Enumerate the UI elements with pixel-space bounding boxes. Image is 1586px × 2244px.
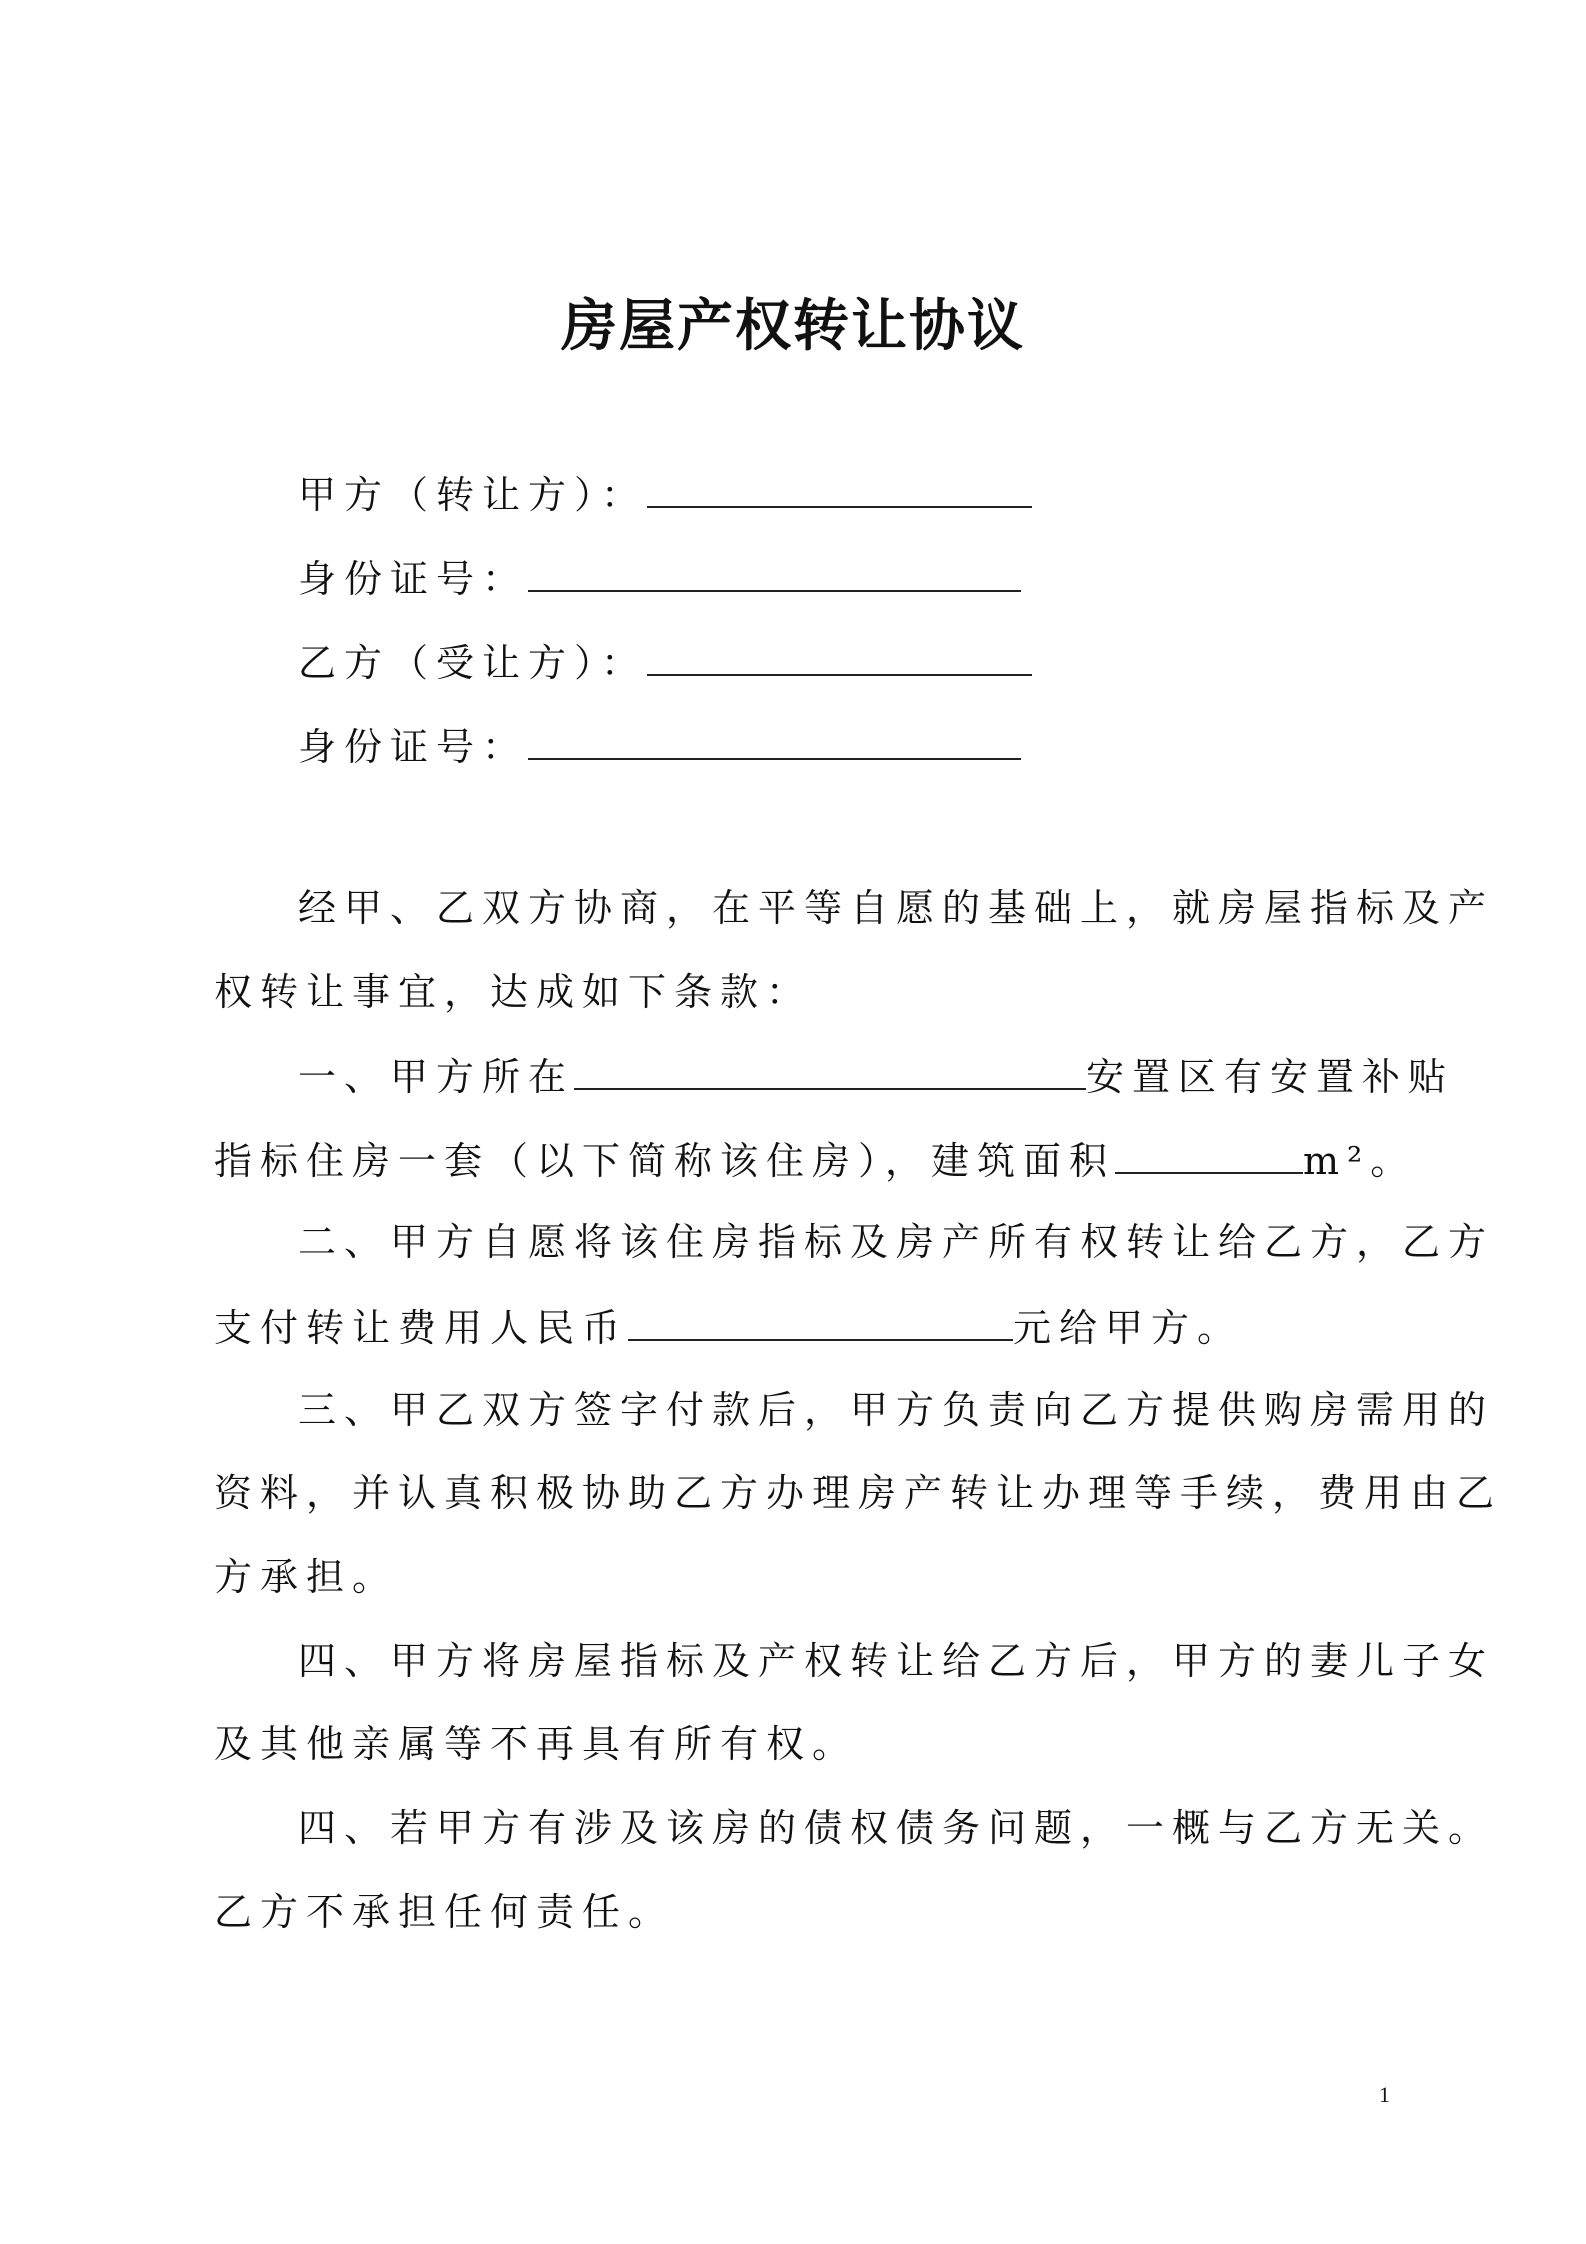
party-a-label: 甲方（转让方）： (298, 473, 648, 517)
page-number: 1 (1379, 2082, 1390, 2107)
clause-4-line-1: 四、甲方将房屋指标及产权转让给乙方后，甲方的妻儿子女 (298, 1639, 1495, 1683)
area-blank (1115, 1134, 1303, 1174)
clause-1-text-c: 指标住房一套（以下简称该住房），建筑面积 (214, 1139, 1116, 1183)
party-a-id-blank (528, 552, 1021, 592)
party-b-label: 乙方（受让方）： (298, 641, 648, 685)
intro-line-2: 权转让事宜，达成如下条款： (214, 970, 813, 1014)
party-b-id-blank (528, 720, 1021, 760)
location-blank (574, 1050, 1086, 1090)
party-b-id-label: 身份证号： (298, 725, 529, 769)
clause-1-line-2 (214, 1134, 1416, 1186)
price-blank (628, 1301, 1013, 1341)
clause-3-line-2: 资料，并认真积极协助乙方办理房产转让办理等手续，费用由乙 (214, 1471, 1503, 1515)
clause-1-text-d: m²。 (1303, 1139, 1417, 1183)
clause-2-text-a: 支付转让费用人民币 (214, 1306, 629, 1350)
clause-1-line-1 (298, 1050, 1454, 1102)
clause-1-text-b: 安置区有安置补贴 (1086, 1055, 1455, 1099)
clause-2-line-1: 二、甲方自愿将该住房指标及房产所有权转让给乙方，乙方 (298, 1220, 1495, 1264)
party-a-id-line (298, 552, 1021, 604)
party-b-id-line (298, 720, 1021, 772)
clause-1-text-a: 一、甲方所在 (298, 1055, 575, 1099)
intro-line-1: 经甲、乙双方协商，在平等自愿的基础上，就房屋指标及产 (298, 886, 1495, 930)
party-b-blank (647, 636, 1032, 676)
party-b-line (298, 636, 1032, 688)
clause-2-line-2 (214, 1301, 1243, 1353)
document-title: 房屋产权转让协议 (561, 294, 1025, 359)
party-a-id-label: 身份证号： (298, 557, 529, 601)
clause-4-line-2: 及其他亲属等不再具有所有权。 (214, 1722, 859, 1766)
clause-3-line-3: 方承担。 (214, 1555, 399, 1599)
clause-2-text-b: 元给甲方。 (1013, 1306, 1244, 1350)
clause-5-line-1: 四、若甲方有涉及该房的债权债务问题，一概与乙方无关。 (298, 1806, 1495, 1850)
party-a-blank (647, 468, 1032, 508)
clause-5-line-2: 乙方不承担任何责任。 (214, 1890, 675, 1934)
clause-3-line-1: 三、甲乙双方签字付款后，甲方负责向乙方提供购房需用的 (298, 1388, 1495, 1432)
party-a-line (298, 468, 1032, 520)
